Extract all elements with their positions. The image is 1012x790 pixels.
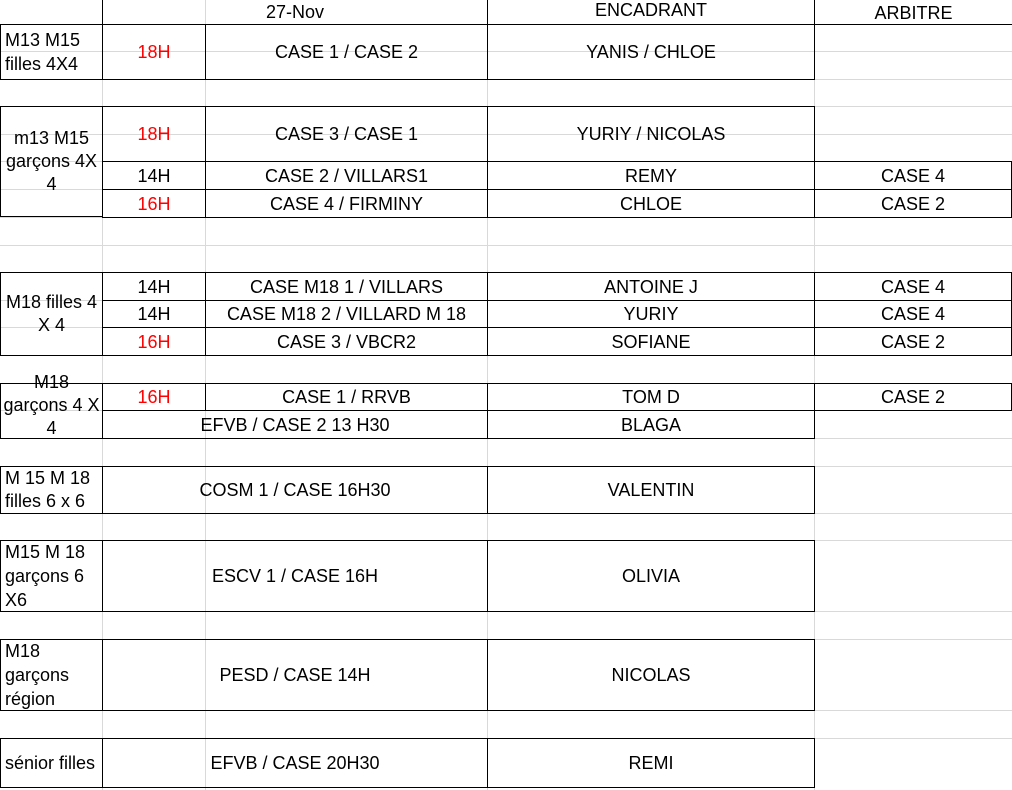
- match-cell: CASE 4 / FIRMINY: [205, 189, 488, 218]
- time-cell: 14H: [102, 300, 206, 328]
- header-arbitre: ARBITRE: [874, 3, 953, 23]
- group-label-m18-garcons-text: M18 garçons 4 X 4: [3, 372, 100, 438]
- encadrant-cell: YURIY: [487, 300, 815, 328]
- match-cell: CASE 3 / VBCR2: [205, 327, 488, 356]
- arbitre-cell: CASE 2: [814, 327, 1012, 356]
- time-cell: 18H: [102, 24, 206, 80]
- match-cell: ESCV 1 / CASE 16H: [102, 540, 488, 612]
- encadrant-cell: BLAGA: [487, 410, 815, 439]
- group-label-m13-m15-garcons: m13 M15 garçons 4X 4: [0, 106, 103, 217]
- arbitre-cell: CASE 2: [814, 189, 1012, 218]
- encadrant-cell: SOFIANE: [487, 327, 815, 356]
- match-cell: CASE M18 1 / VILLARS: [205, 272, 488, 301]
- match-cell: EFVB / CASE 20H30: [102, 738, 488, 788]
- time-cell: 14H: [102, 272, 206, 301]
- arbitre-cell: CASE 2: [814, 383, 1012, 411]
- encadrant-cell: REMI: [487, 738, 815, 788]
- match-cell: CASE 1 / RRVB: [205, 383, 488, 411]
- encadrant-cell: YURIY / NICOLAS: [487, 106, 815, 162]
- match-cell: CASE M18 2 / VILLARD M 18: [205, 300, 488, 328]
- arbitre-cell: CASE 4: [814, 300, 1012, 328]
- header-divider: [487, 0, 488, 24]
- header-divider: [102, 0, 103, 24]
- encadrant-cell: NICOLAS: [487, 639, 815, 711]
- group-label-m13-m15-filles: M13 M15 filles 4X4: [0, 24, 103, 80]
- match-cell: CASE 3 / CASE 1: [205, 106, 488, 162]
- header-date: 27-Nov: [265, 2, 325, 22]
- group-label-m18-garcons-region: M18 garçons région: [0, 639, 103, 711]
- encadrant-cell: YANIS / CHLOE: [487, 24, 815, 80]
- match-cell: EFVB / CASE 2 13 H30: [102, 410, 488, 439]
- group-label-senior-filles: sénior filles: [0, 738, 103, 788]
- encadrant-cell: TOM D: [487, 383, 815, 411]
- encadrant-cell: CHLOE: [487, 189, 815, 218]
- time-cell: 16H: [102, 383, 206, 411]
- match-cell: CASE 2 / VILLARS1: [205, 161, 488, 190]
- arbitre-cell: CASE 4: [814, 272, 1012, 301]
- arbitre-cell: CASE 4: [814, 161, 1012, 190]
- group-label-m15-m18-garcons-6x6: M15 M 18 garçons 6 X6: [0, 540, 103, 612]
- header-divider: [814, 0, 815, 24]
- time-cell: 16H: [102, 327, 206, 356]
- match-cell: COSM 1 / CASE 16H30: [102, 466, 488, 514]
- time-cell: 14H: [102, 161, 206, 190]
- group-label-m18-filles: M18 filles 4 X 4: [0, 272, 103, 356]
- encadrant-cell: VALENTIN: [487, 466, 815, 514]
- match-cell: PESD / CASE 14H: [102, 639, 488, 711]
- time-cell: 16H: [102, 189, 206, 218]
- header-encadrant: ENCADRANT: [594, 0, 707, 20]
- group-label-m18-garcons: [0, 372, 103, 439]
- gridline-row: [0, 245, 1012, 246]
- group-label-m15-m18-filles-6x6: M 15 M 18 filles 6 x 6: [0, 466, 103, 514]
- encadrant-cell: ANTOINE J: [487, 272, 815, 301]
- encadrant-cell: REMY: [487, 161, 815, 190]
- encadrant-cell: OLIVIA: [487, 540, 815, 612]
- time-cell: 18H: [102, 106, 206, 162]
- match-cell: CASE 1 / CASE 2: [205, 24, 488, 80]
